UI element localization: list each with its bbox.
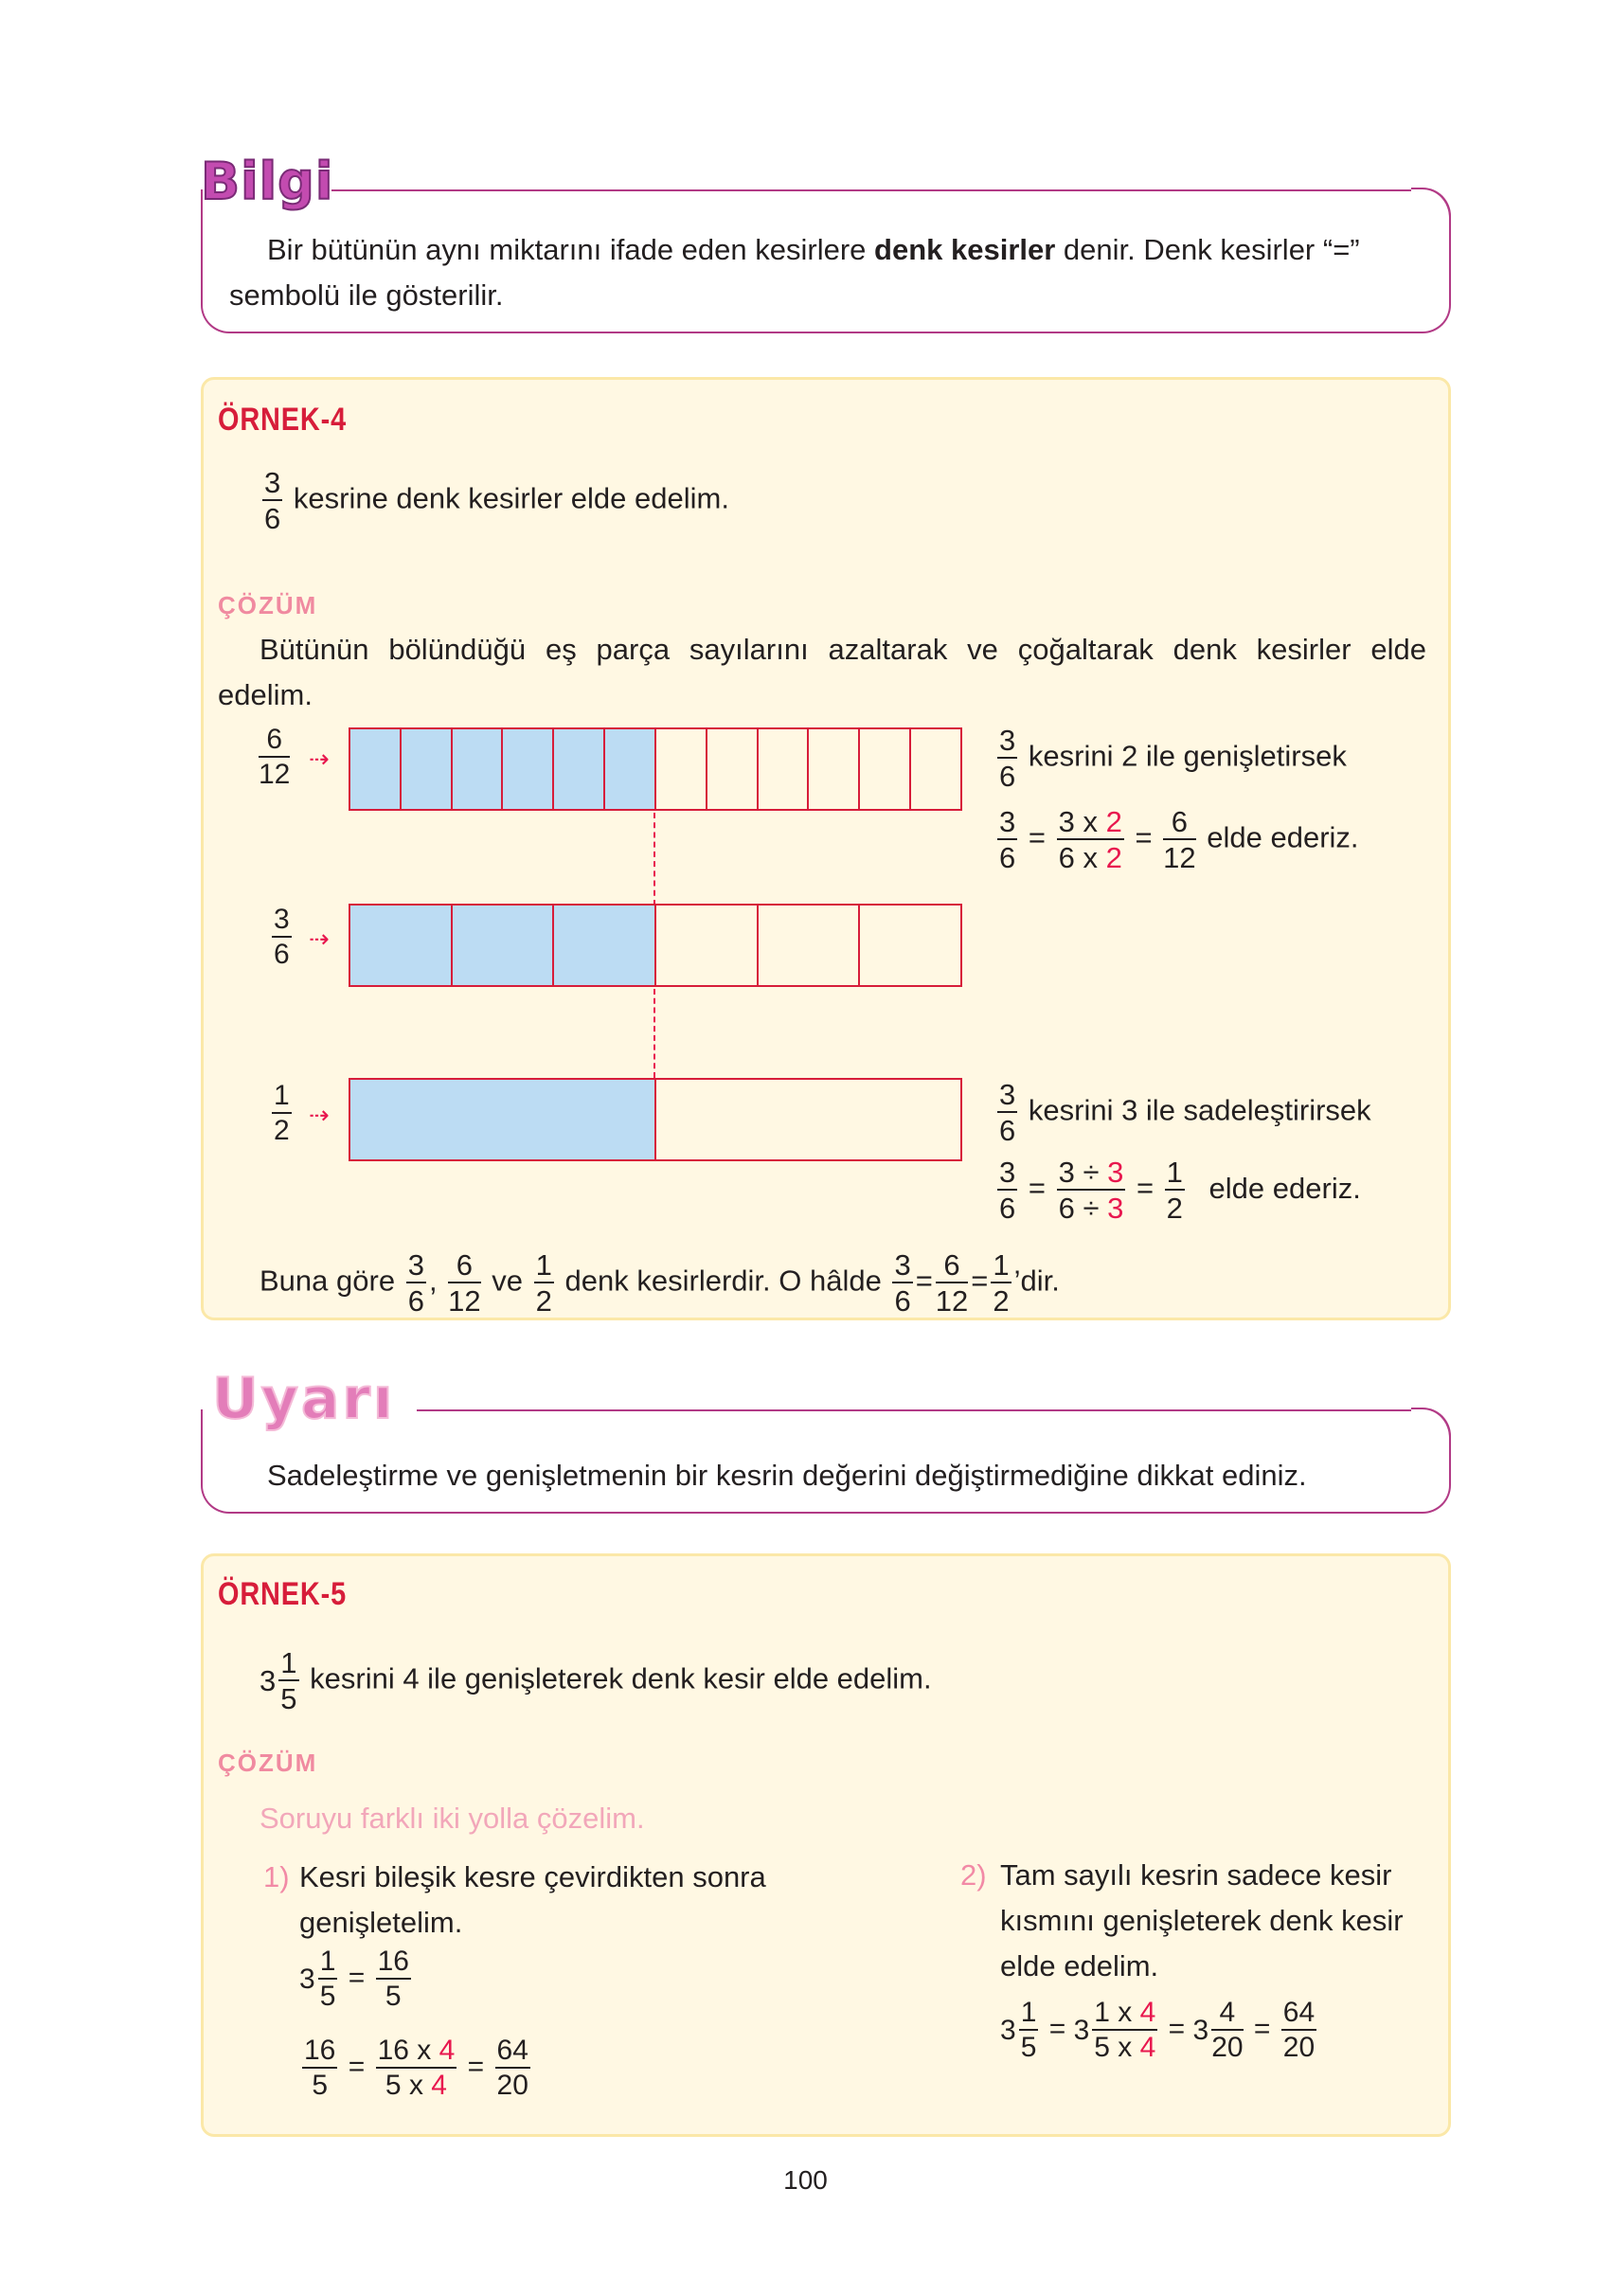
bar-cell-empty [656,906,759,985]
way2-line2: kısmını genişleterek denk kesir [1000,1904,1404,1937]
ornek5-cozum-label: ÇÖZÜM [218,1749,318,1777]
bar-cell-shaded [554,906,656,985]
bar-cell-shaded [350,1080,656,1159]
bar-cell-shaded [453,906,555,985]
bar-label-12: $\frac{6}{12}$ [259,724,291,790]
bar-cell-empty [809,729,860,809]
bar-cell-shaded [605,729,656,809]
way1-line1: Kesri bileşik kesre çevirdikten sonra [299,1860,766,1893]
bar-cell-empty [707,729,759,809]
ornek5-title: ÖRNEK-5 [218,1576,348,1612]
bar-cell-empty [911,729,960,809]
dashed-guide-line [653,989,655,1078]
fraction-bar-sixths [349,904,962,987]
bilgi-logo: Bilgi [201,152,334,211]
bar-cell-empty [656,1080,960,1159]
way2-number: 2) [960,1858,987,1892]
bilgi-text-line1: Bir bütünün aynı miktarını ifade eden kesirlere denk kesirler denir. Denk kesirler “=” [267,233,1360,266]
ornek5-prompt: 3 $\frac{1}{5}$ kesrini 4 ile genişleterek denk kesir elde edelim. [260,1646,932,1715]
bar-cell-shaded [350,729,402,809]
bar-cell-empty [759,729,810,809]
bar-label-6: $\frac{3}{6}$ [274,904,290,970]
uyari-logo: Uyarı [212,1366,396,1432]
prompt-fraction: $\frac{3}{6}$ [264,466,281,535]
ornek4-conclusion: Buna göre $\frac{3}{6}$ , $\frac{6}{12}$ ve $\frac{1}{2}$ denk kesirlerdir. O hâlde $\frac{3}{6}$ = $\frac{6}{12}$ = $\frac{1}{2}$ ’dir. [260,1248,1060,1318]
bar-cell-shaded [503,729,554,809]
simplify-equation: $\frac{3}{6}$ = $\frac{3 \div 3}{6 \div 3}$ = $\frac{1}{2}$ elde ederiz. [999,1156,1361,1225]
bar-cell-empty [656,729,707,809]
ornek4-intro-line2: edelim. [218,678,313,711]
arrow-icon: ⇢ [309,1101,330,1129]
way1-equation: $\frac{16}{5}$ = $\frac{16 x 4}{5 x 4}$ = $\frac{64}{20}$ [304,2035,528,2101]
bar-cell-empty [860,729,911,809]
way1-improper: 3 $\frac{1}{5}$ = $\frac{16}{5}$ [299,1946,409,2012]
bar-cell-shaded [453,729,504,809]
bilgi-text-line2: sembolü ile gösterilir. [229,278,504,312]
ornek5-subtitle: Soruyu farklı iki yolla çözelim. [260,1802,645,1835]
simplify-text: $\frac{3}{6}$ kesrini 3 ile sadeleştirirsek [999,1078,1371,1147]
way2-equation: 3 $\frac{1}{5}$ = 3 $\frac{1 x 4}{5 x 4}$ = 3 $\frac{4}{20}$ = $\frac{64}{20}$ [1000,1997,1316,2063]
ornek4-cozum-label: ÇÖZÜM [218,591,318,619]
expand-equation: $\frac{3}{6}$ = $\frac{3 x 2}{6 x 2}$ = $\frac{6}{12}$ elde ederiz. [999,805,1359,874]
ornek4-intro-line1: Bütünün bölündüğü eş parça sayılarını azaltarak ve çoğaltarak denk kesirler elde [260,633,1426,666]
way1-number: 1) [263,1860,290,1893]
way2-line3: elde edelim. [1000,1949,1159,1982]
arrow-icon: ⇢ [309,744,330,773]
uyari-text: Sadeleştirme ve genişletmenin bir kesrin değerini değiştirmediğine dikkat ediniz. [267,1459,1307,1492]
way1-line2: genişletelim. [299,1906,463,1939]
expand-text: $\frac{3}{6}$ kesrini 2 ile genişletirsek [999,724,1347,793]
bar-cell-shaded [554,729,605,809]
arrow-icon: ⇢ [309,924,330,953]
ornek4-title: ÖRNEK-4 [218,402,348,438]
bar-cell-empty [759,906,861,985]
fraction-bar-halves [349,1078,962,1161]
ornek4-prompt: $\frac{3}{6}$ kesrine denk kesirler elde edelim. [264,466,729,535]
bar-cell-empty [860,906,960,985]
bar-cell-shaded [402,729,453,809]
bar-cell-shaded [350,906,453,985]
page-number: 100 [783,2165,828,2195]
fraction-bar-twelfths [349,727,962,811]
bar-label-2: $\frac{1}{2}$ [274,1080,290,1146]
dashed-guide-line [653,813,655,906]
way2-line1: Tam sayılı kesrin sadece kesir [1000,1858,1392,1892]
